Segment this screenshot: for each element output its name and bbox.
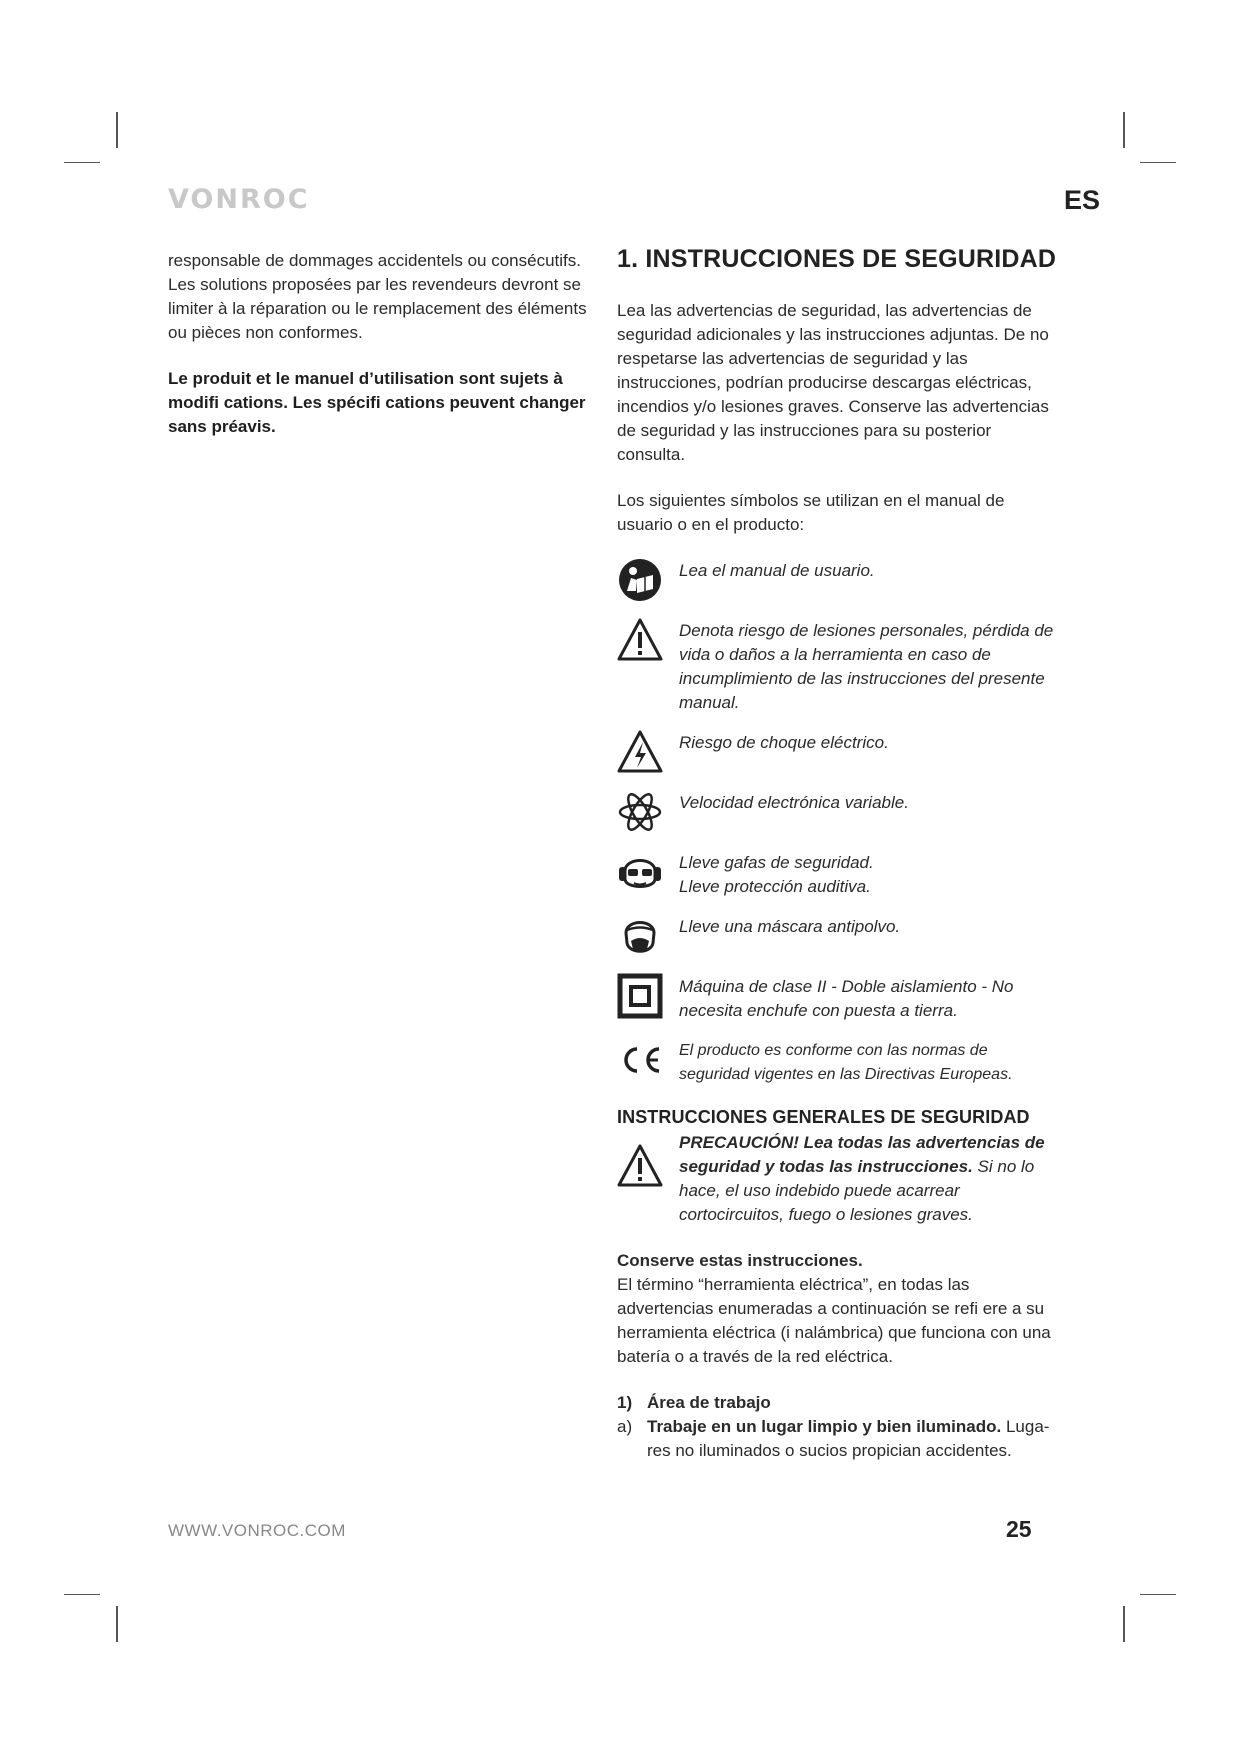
item-bold: Trabaje en un lugar limpio y bien iluminado.	[647, 1417, 1002, 1436]
symbol-row	[617, 791, 1057, 835]
warning-triangle-icon	[617, 617, 663, 663]
symbol-row	[617, 619, 1057, 715]
caution-body: Si no lo hace, el uso indebido puede acarrear cortocircuitos, fuego o lesiones graves.	[679, 1157, 1035, 1224]
crop-mark	[1140, 162, 1176, 163]
symbol-row	[617, 851, 1057, 899]
section-number: 1)	[617, 1393, 633, 1412]
page-number: 25	[1006, 1516, 1032, 1542]
crop-mark	[1123, 1606, 1125, 1642]
right-column	[617, 243, 1057, 1463]
list-item	[617, 1415, 1057, 1463]
power-tool-definition: El término “herramienta eléctrica”, en todas las advertencias enumeradas a continuación se refi ere a su herramienta eléctrica (i nalámbrica) que funciona con una batería o a través de la red eléctrica.	[617, 1275, 1051, 1366]
symbols-intro: Los siguientes símbolos se utilizan en el manual de usuario o en el producto:	[617, 491, 1005, 534]
variable-speed-icon	[617, 789, 663, 835]
brand-logo: VONROC	[168, 184, 310, 215]
symbol-row	[617, 559, 1057, 603]
symbol-text: Lleve una máscara antipolvo.	[679, 917, 901, 936]
warranty-paragraph: responsable de dommages accidentels ou consécutifs. Les solutions proposées par les revendeurs devront se limiter à la réparation ou le remplacement des éléments ou pièces non conformes.	[168, 251, 587, 342]
section-title: Área de trabajo	[647, 1393, 771, 1412]
section-heading: 1. INSTRUCCIONES DE SEGURIDAD	[617, 245, 1057, 273]
website-url: WWW.VONROC.COM	[168, 1521, 346, 1540]
intro-paragraph: Lea las advertencias de seguridad, las advertencias de seguridad adicionales y las instrucciones adjuntas. De no respetarse las advertencias de seguridad y las instrucciones, podrían producirse descargas eléctricas, incendios y/o lesiones graves. Conserve las advertencias de seguridad y las instrucciones para su posterior consulta.	[617, 301, 1049, 464]
general-safety-heading: INSTRUCCIONES GENERALES DE SEGURIDAD	[617, 1107, 1030, 1127]
symbol-row	[617, 731, 1057, 775]
ce-mark-icon	[617, 1037, 663, 1083]
symbol-text: Riesgo de choque eléctrico.	[679, 733, 889, 752]
caution-bold: PRECAUCIÓN! Lea todas las advertencias de seguridad y todas las instrucciones.	[679, 1133, 1045, 1176]
electric-shock-icon	[617, 729, 663, 775]
symbol-row	[617, 915, 1057, 959]
item-text	[647, 1415, 1057, 1463]
crop-mark	[1140, 1594, 1176, 1595]
symbol-row	[617, 1039, 1057, 1087]
left-column	[168, 249, 608, 461]
symbol-text: El producto es conforme con las normas de seguridad vigentes en las Directivas Europeas.	[679, 1042, 1013, 1083]
modification-notice: Le produit et le manuel d’utilisation sont sujets à modifi cations. Les spécifi cations peuvent changer sans préavis.	[168, 369, 586, 436]
symbol-text: Lea el manual de usuario.	[679, 561, 875, 580]
symbol-text: Denota riesgo de lesiones personales, pérdida de vida o daños a la herramienta en caso de incumplimiento de las instrucciones del presente manual.	[679, 621, 1054, 712]
manual-icon	[617, 557, 663, 603]
language-code: ES	[1064, 185, 1101, 215]
crop-mark	[64, 162, 100, 163]
symbol-text-line: Lleve protección auditiva.	[679, 877, 871, 896]
keep-instructions-heading: Conserve estas instrucciones.	[617, 1251, 863, 1270]
crop-mark	[116, 112, 118, 148]
crop-mark	[64, 1594, 100, 1595]
double-insulation-icon	[617, 973, 663, 1019]
symbol-list	[617, 559, 1057, 1087]
crop-mark	[116, 1606, 118, 1642]
item-body: Lugares no iluminados o sucios propician accidentes.	[647, 1417, 1050, 1460]
symbol-text	[679, 851, 1057, 899]
symbol-text: Velocidad electrónica variable.	[679, 793, 909, 812]
work-area-heading	[617, 1391, 1057, 1415]
crop-mark	[1123, 112, 1125, 148]
dust-mask-icon	[617, 913, 663, 959]
symbol-text: Máquina de clase II - Doble aislamiento - No necesita enchufe con puesta a tierra.	[679, 977, 1014, 1020]
warning-triangle-icon	[617, 1143, 663, 1189]
symbol-text-line: Lleve gafas de seguridad.	[679, 853, 874, 872]
caution-text	[679, 1131, 1057, 1227]
symbol-row	[617, 975, 1057, 1023]
safety-glasses-ear-protection-icon	[617, 849, 663, 895]
caution-block	[617, 1131, 1057, 1227]
item-letter: a)	[617, 1417, 633, 1436]
